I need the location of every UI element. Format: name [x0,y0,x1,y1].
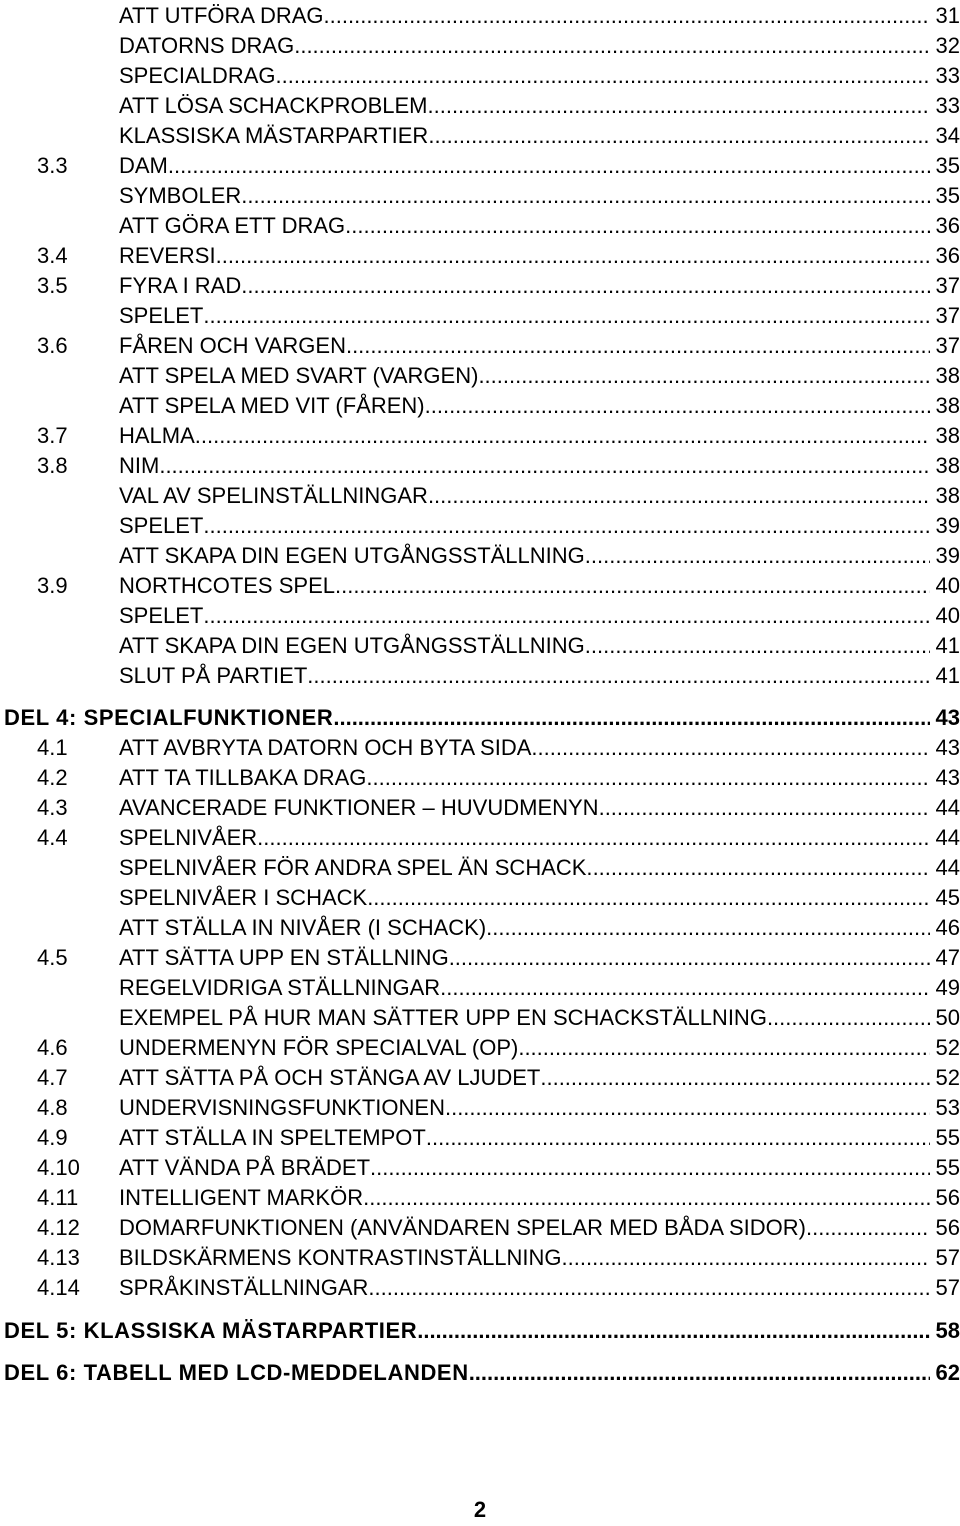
toc-leader-dots [585,541,930,571]
toc-page-number: 41 [935,663,960,688]
toc-entry[interactable] [0,793,960,823]
toc-entry[interactable] [0,1183,960,1213]
toc-page-number: 34 [935,123,960,148]
toc-leader-dots [335,571,930,601]
toc-entry[interactable] [0,823,960,853]
toc-leader-dots [307,661,930,691]
toc-title: NORTHCOTES SPEL [119,573,335,598]
toc-section-number: 4.7 [37,1065,68,1090]
page-number: 2 [473,1497,487,1522]
toc-page-number: 31 [935,3,960,28]
toc-entry-line [119,1033,960,1063]
toc-leader-dots [294,31,930,61]
toc-entry-line [119,31,960,61]
toc-entry[interactable] [0,913,960,943]
toc-leader-dots [478,361,930,391]
toc-title: FÅREN OCH VARGEN [119,333,346,358]
toc-entry[interactable] [0,211,960,241]
toc-leader-dots [203,601,930,631]
toc-entry-line [119,973,960,1003]
toc-entry-line [119,823,960,853]
toc-page-number: 36 [935,213,960,238]
toc-title: DEL 4: SPECIALFUNKTIONER [4,705,334,730]
toc-entry[interactable] [0,1273,960,1303]
toc-title: SPELNIVÅER FÖR ANDRA SPEL ÄN SCHACK. [119,855,593,880]
toc-entry-line [119,271,960,301]
toc-leader-dots [241,181,930,211]
toc-entry[interactable] [0,361,960,391]
toc-leader-dots [585,631,930,661]
toc-title: SPELNIVÅER [119,825,258,850]
toc-title: SPECIALDRAG [119,63,276,88]
toc-entry[interactable] [0,883,960,913]
toc-title: DOMARFUNKTIONEN (ANVÄNDAREN SPELAR MED BÅDA SIDOR) [119,1215,806,1240]
toc-title: NIM [119,453,160,478]
toc-leader-dots [363,1183,930,1213]
toc-entry-line [119,331,960,361]
toc-page-number: 41 [935,633,960,658]
toc-title: DEL 6: TABELL MED LCD-MEDDELANDEN [4,1360,469,1385]
toc-leader-dots [540,1063,930,1093]
toc-entry-line [119,631,960,661]
toc-entry[interactable] [0,1243,960,1273]
toc-title: ATT SPELA MED SVART (VARGEN) [119,363,479,388]
toc-leader-dots [324,1,930,31]
toc-leader-dots [445,1093,930,1123]
toc-leader-dots [368,1273,930,1303]
toc-entry-line [119,1213,960,1243]
toc-leader-dots [599,793,930,823]
toc-page-number: 35 [935,183,960,208]
toc-section-number: 4.3 [37,795,68,820]
toc-part-heading[interactable] [0,1316,960,1346]
toc-title: UNDERVISNINGSFUNKTIONEN [119,1095,445,1120]
toc-entry[interactable] [0,631,960,661]
toc-title: ATT SÄTTA PÅ OCH STÄNGA AV LJUDET [119,1065,541,1090]
toc-title: SPRÅKINSTÄLLNINGAR [119,1275,369,1300]
toc-leader-dots [440,973,930,1003]
toc-section-number: 3.9 [37,573,68,598]
toc-leader-dots [257,823,930,853]
toc-entry-line [119,481,960,511]
toc-title: ATT STÄLLA IN SPELTEMPOT [119,1125,426,1150]
toc-leader-dots [428,121,930,151]
toc-section-number: 3.5 [37,273,68,298]
toc-entry-line [119,1183,960,1213]
toc-entry[interactable] [0,271,960,301]
toc-title: SPELET [119,603,204,628]
toc-entry[interactable] [0,421,960,451]
toc-title: SPELET [119,303,204,328]
toc-section-number: 4.11 [37,1185,79,1210]
toc-entry[interactable] [0,763,960,793]
toc-entry[interactable] [0,61,960,91]
toc-page-number: 39 [935,513,960,538]
toc-entry[interactable] [0,601,960,631]
toc-title: AVANCERADE FUNKTIONER – HUVUDMENYN [119,795,599,820]
toc-leader-dots [216,241,930,271]
toc-entry[interactable] [0,973,960,1003]
toc-entry[interactable] [0,331,960,361]
toc-leader-dots [518,1033,930,1063]
toc-part-heading[interactable] [0,1358,960,1388]
toc-page-number: 44 [935,855,960,880]
toc-entry-line [119,1243,960,1273]
toc-section-number: 3.8 [37,453,68,478]
toc-entry-line [119,91,960,121]
toc-leader-dots [426,1123,930,1153]
toc-entry[interactable] [0,181,960,211]
toc-leader-dots [428,481,930,511]
toc-entry[interactable] [0,481,960,511]
toc-entry-line [119,571,960,601]
toc-page-number: 33 [935,63,960,88]
toc-title: ATT LÖSA SCHACKPROBLEM [119,93,428,118]
toc-title: DATORNS DRAG [119,33,295,58]
toc-page-number: 38 [935,453,960,478]
toc-entry[interactable] [0,151,960,181]
toc-page-number: 35 [935,153,960,178]
toc-page-number: 38 [935,483,960,508]
toc-page-number: 40 [935,603,960,628]
toc-title: HALMA [119,423,195,448]
toc-page-number: 37 [935,333,960,358]
toc-entry-line [119,1153,960,1183]
toc-title: DAM [119,153,168,178]
toc-leader-dots [425,391,930,421]
toc-leader-dots [417,1316,930,1346]
toc-entry-line [119,1273,960,1303]
toc-leader-dots [168,151,930,181]
toc-entry[interactable] [0,91,960,121]
toc-page-number: 38 [935,363,960,388]
toc-entry[interactable] [0,571,960,601]
toc-entry-line [119,883,960,913]
toc-leader-dots [346,331,930,361]
toc-leader-dots [203,301,930,331]
toc-entry[interactable] [0,1153,960,1183]
toc-page-number: 45 [935,885,960,910]
toc-title: KLASSISKA MÄSTARPARTIER [119,123,429,148]
toc-entry[interactable] [0,733,960,763]
toc-leader-dots [486,913,930,943]
toc-leader-dots [241,271,930,301]
toc-entry[interactable] [0,1,960,31]
toc-leader-dots [449,943,930,973]
toc-entry-line [119,151,960,181]
toc-title: REVERSI [119,243,216,268]
toc-entry-line [119,61,960,91]
toc-page-number: 52 [935,1065,960,1090]
toc-page-number: 38 [935,423,960,448]
toc-entry[interactable] [0,1003,960,1033]
toc-section-number: 4.1 [37,735,68,760]
toc-leader-dots [367,883,930,913]
toc-section-number: 3.7 [37,423,68,448]
toc-entry[interactable] [0,1093,960,1123]
toc-page-number: 56 [935,1185,960,1210]
toc-leader-dots [195,421,930,451]
toc-entry-line [119,943,960,973]
toc-entry-line [119,1003,960,1033]
toc-entry-line [119,1,960,31]
toc-section-number: 4.14 [37,1275,80,1300]
toc-entry-line [119,451,960,481]
toc-entry[interactable] [0,391,960,421]
toc-entry-line [119,661,960,691]
toc-leader-dots [333,703,930,733]
toc-title: ATT VÄNDA PÅ BRÄDET [119,1155,371,1180]
toc-entry-line [119,391,960,421]
toc-page-number: 53 [935,1095,960,1120]
toc-entry-line [119,601,960,631]
toc-entry[interactable] [0,1213,960,1243]
toc-entry-line [4,1358,960,1388]
toc-page-number: 33 [935,93,960,118]
toc-page-number: 40 [935,573,960,598]
toc-entry-line [119,301,960,331]
toc-entry-line [4,703,960,733]
toc-title: ATT GÖRA ETT DRAG [119,213,346,238]
toc-title: DEL 5: KLASSISKA MÄSTARPARTIER [4,1318,418,1343]
toc-page-number: 37 [935,303,960,328]
toc-page-number: 55 [935,1125,960,1150]
toc-entry-line [119,733,960,763]
toc-title: ATT SKAPA DIN EGEN UTGÅNGSSTÄLLNING [119,633,585,658]
toc-entry[interactable] [0,451,960,481]
toc-entry-line [119,181,960,211]
toc-page-number: 55 [935,1155,960,1180]
toc-leader-dots [366,763,930,793]
toc-section-number: 3.3 [37,153,68,178]
toc-entry-line [119,853,960,883]
toc-title: EXEMPEL PÅ HUR MAN SÄTTER UPP EN SCHACKSTÄLLNING [119,1005,767,1030]
toc-section-number: 4.12 [37,1215,80,1240]
toc-section-number: 4.13 [37,1245,80,1270]
toc-page-number: 46 [935,915,960,940]
toc-title: SPELET [119,513,204,538]
toc-title: FYRA I RAD [119,273,242,298]
toc-page-number: 43 [935,765,960,790]
toc-page-number: 37 [935,273,960,298]
toc-page-number: 62 [935,1360,960,1385]
toc-title: ATT AVBRYTA DATORN OCH BYTA SIDA. [119,735,538,760]
toc-entry-line [119,913,960,943]
toc-entry-line [119,421,960,451]
toc-entry[interactable] [0,511,960,541]
toc-title: SLUT PÅ PARTIET [119,663,308,688]
toc-page-number: 58 [935,1318,960,1343]
toc-section-number: 3.4 [37,243,68,268]
toc-page-number: 52 [935,1035,960,1060]
toc-entry-line [119,241,960,271]
toc-entry[interactable] [0,1123,960,1153]
toc-page-number: 43 [935,735,960,760]
toc-entry-line [119,793,960,823]
toc-section-number: 4.8 [37,1095,68,1120]
toc-section-number: 4.9 [37,1125,68,1150]
toc-entry[interactable] [0,241,960,271]
toc-leader-dots [767,1003,930,1033]
toc-part-heading[interactable] [0,703,960,733]
toc-entry-line [119,763,960,793]
toc-section-number: 4.6 [37,1035,68,1060]
toc-title: INTELLIGENT MARKÖR [119,1185,364,1210]
toc-entry[interactable] [0,541,960,571]
toc-entry-line [119,211,960,241]
toc-leader-dots [806,1213,930,1243]
toc-entry-line [119,1093,960,1123]
toc-entry-line [4,1316,960,1346]
toc-entry-line [119,1063,960,1093]
toc-page-number: 56 [935,1215,960,1240]
toc-entry[interactable] [0,31,960,61]
toc-page-number: 39 [935,543,960,568]
toc-leader-dots [345,211,930,241]
toc-title: ATT UTFÖRA DRAG [119,3,324,28]
toc-title: VAL AV SPELINSTÄLLNINGAR [119,483,428,508]
toc-section-number: 3.6 [37,333,68,358]
toc-leader-dots [593,853,930,883]
toc-title: ATT SKAPA DIN EGEN UTGÅNGSSTÄLLNING [119,543,585,568]
toc-entry[interactable] [0,1063,960,1093]
toc-section-number: 4.2 [37,765,68,790]
toc-leader-dots [370,1153,930,1183]
toc-page-number: 49 [935,975,960,1000]
toc-entry[interactable] [0,1033,960,1063]
toc-section-number: 4.4 [37,825,68,850]
toc-entry-line [119,511,960,541]
toc-section-number: 4.5 [37,945,68,970]
toc-page-number: 38 [935,393,960,418]
toc-leader-dots [538,733,930,763]
toc-entry-line [119,1123,960,1153]
toc-entry[interactable] [0,943,960,973]
toc-entry[interactable] [0,661,960,691]
toc-title: REGELVIDRIGA STÄLLNINGAR [119,975,441,1000]
toc-page-number: 44 [935,795,960,820]
toc-title: SYMBOLER [119,183,242,208]
toc-title: ATT STÄLLA IN NIVÅER (I SCHACK) [119,915,487,940]
toc-title: BILDSKÄRMENS KONTRASTINSTÄLLNING [119,1245,562,1270]
toc-entry[interactable] [0,853,960,883]
toc-page-number: 32 [935,33,960,58]
toc-page-number: 36 [935,243,960,268]
toc-entry[interactable] [0,301,960,331]
toc-title: ATT TA TILLBAKA DRAG [119,765,367,790]
toc-leader-dots [469,1358,930,1388]
toc-page-number: 44 [935,825,960,850]
toc-entry[interactable] [0,121,960,151]
toc-title: SPELNIVÅER I SCHACK [119,885,368,910]
toc-section-number: 4.10 [37,1155,80,1180]
toc-page-number: 57 [935,1245,960,1270]
toc-leader-dots [203,511,930,541]
toc-leader-dots [276,61,931,91]
toc-page-number: 57 [935,1275,960,1300]
toc-page-number: 43 [935,705,960,730]
toc-leader-dots [428,91,931,121]
toc-leader-dots [159,451,930,481]
toc-page-number: 47 [935,945,960,970]
toc-title: UNDERMENYN FÖR SPECIALVAL (OP) [119,1035,519,1060]
toc-entry-line [119,361,960,391]
toc-page-number: 50 [935,1005,960,1030]
toc-entry-line [119,121,960,151]
toc-title: ATT SPELA MED VIT (FÅREN) [119,393,425,418]
toc-entry-line [119,541,960,571]
toc-leader-dots [562,1243,930,1273]
toc-title: ATT SÄTTA UPP EN STÄLLNING [119,945,449,970]
